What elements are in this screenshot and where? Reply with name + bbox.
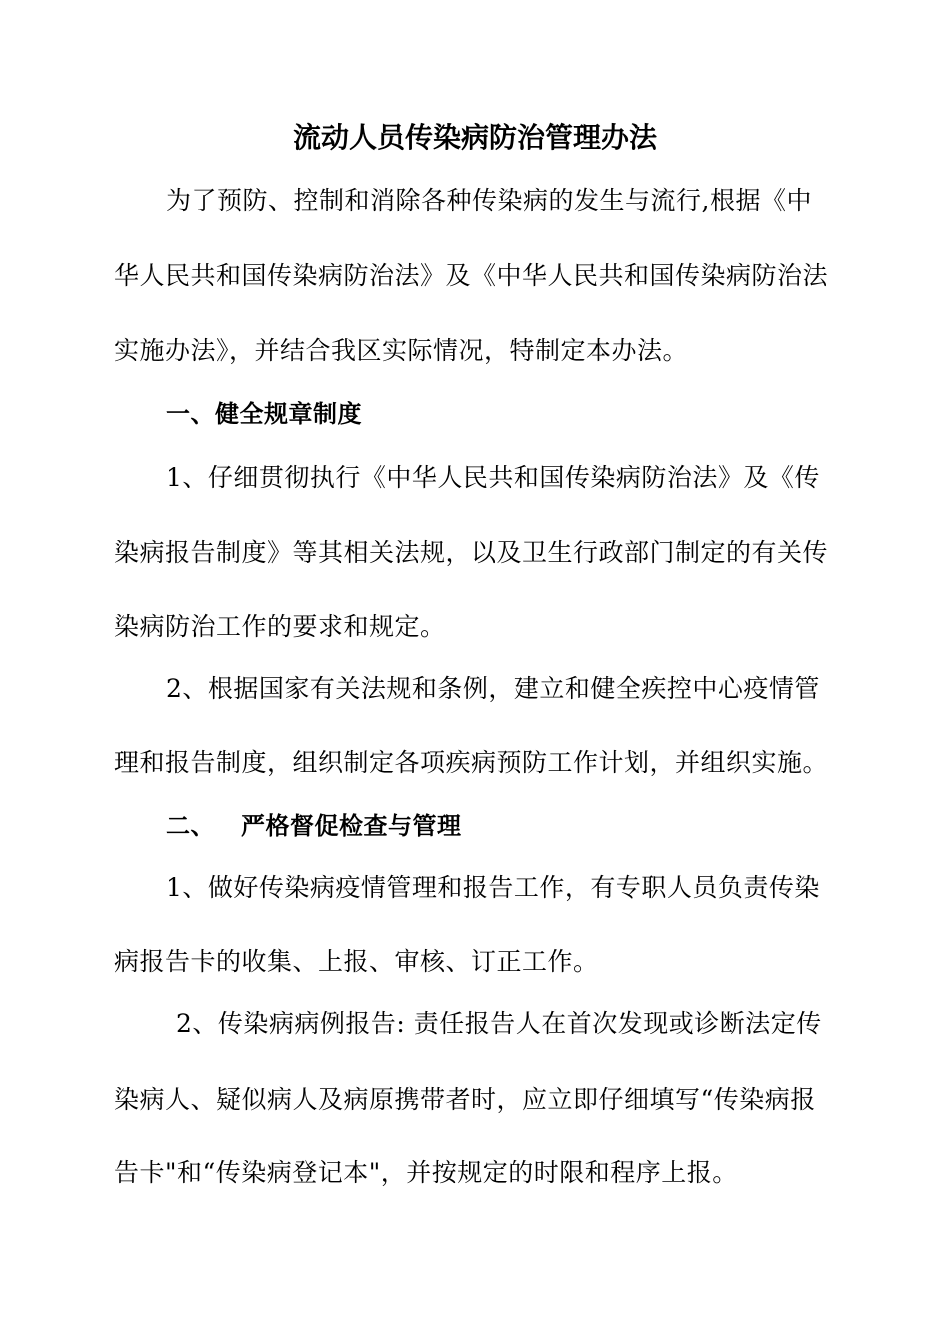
section-2-heading-text: 严格督促检查与管理 <box>241 812 462 840</box>
section-2-item-2-line-2: 染病人、疑似病人及病原携带者时，应立即仔细填写“传染病报 <box>114 1085 816 1114</box>
section-2-item-1-line-2: 病报告卡的收集、上报、审核、订正工作。 <box>114 947 599 976</box>
document-title: 流动人员传染病防治管理办法 <box>292 121 657 154</box>
section-2-item-2-line-1: 2、传染病病例报告: 责任报告人在首次发现或诊断法定传 <box>176 1009 822 1038</box>
intro-line-2: 华人民共和国传染病防治法》及《中华人民共和国传染病防治法 <box>114 261 829 290</box>
intro-line-1: 为了预防、控制和消除各种传染病的发生与流行,根据《中 <box>166 186 812 215</box>
section-1-heading: 一、健全规章制度 <box>166 400 362 428</box>
section-1-item-2-line-1: 2、根据国家有关法规和条例，建立和健全疾控中心疫情管 <box>166 674 820 703</box>
section-2-item-2-line-3: 告卡"和“传染病登记本"，并按规定的时限和程序上报。 <box>114 1158 738 1187</box>
section-1-item-2-line-2: 理和报告制度，组织制定各项疾病预防工作计划，并组织实施。 <box>114 748 829 777</box>
section-1-item-1-line-2: 染病报告制度》等其相关法规，以及卫生行政部门制定的有关传 <box>114 538 829 567</box>
section-2-item-1-line-1: 1、做好传染病疫情管理和报告工作，有专职人员负责传染 <box>166 873 820 902</box>
section-2-heading <box>166 808 844 844</box>
section-1-item-1-line-3: 染病防治工作的要求和规定。 <box>114 612 446 641</box>
intro-line-3: 实施办法》，并结合我区实际情况，特制定本办法。 <box>114 336 689 365</box>
section-2-heading-number: 二、 <box>166 812 215 840</box>
section-1-item-1-line-1: 1、仔细贯彻执行《中华人民共和国传染病防治法》及《传 <box>166 463 820 492</box>
